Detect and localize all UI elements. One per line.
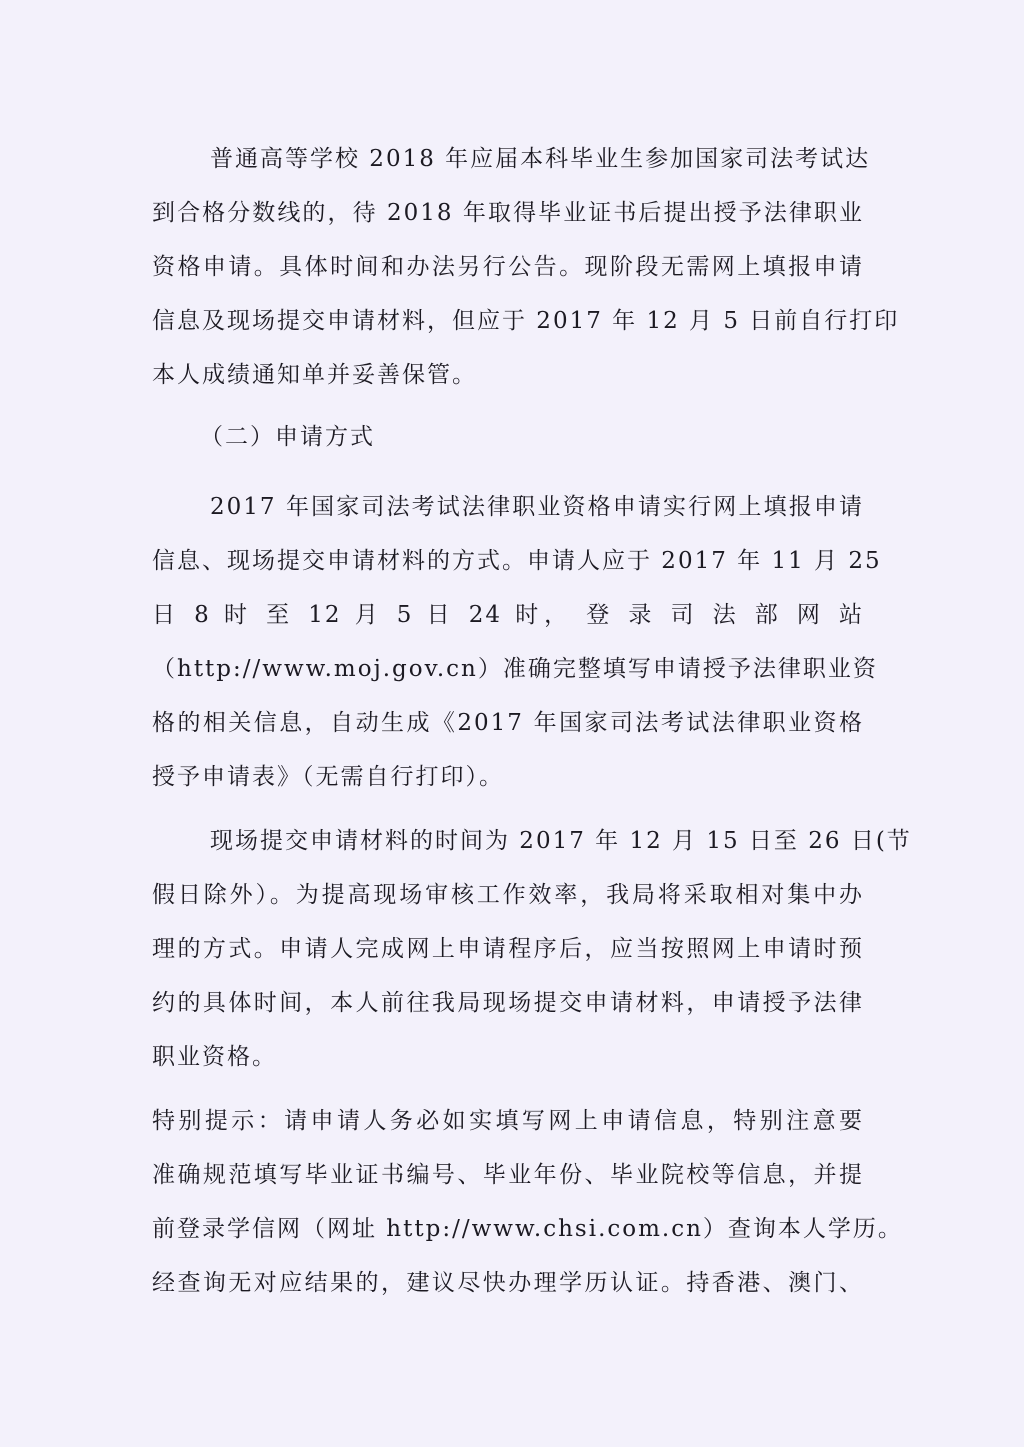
paragraph-3-line-1: 现场提交申请材料的时间为 2017 年 12 月 15 日至 26 日(节: [210, 828, 912, 854]
paragraph-1-line-2: 到合格分数线的，待 2018 年取得毕业证书后提出授予法律职业: [152, 200, 864, 226]
paragraph-1-line-1: 普通高等学校 2018 年应届本科毕业生参加国家司法考试达: [210, 146, 871, 172]
paragraph-4-line-1: 特别提示：请申请人务必如实填写网上申请信息，特别注意要: [152, 1108, 864, 1134]
paragraph-2-line-2: 信息、现场提交申请材料的方式。申请人应于 2017 年 11 月 25: [152, 548, 882, 574]
paragraph-1-line-3: 资格申请。具体时间和办法另行公告。现阶段无需网上填报申请: [152, 254, 864, 280]
paragraph-2-line-5: 格的相关信息，自动生成《2017 年国家司法考试法律职业资格: [152, 710, 864, 736]
paragraph-2-line-4: （http://www.moj.gov.cn）准确完整填写申请授予法律职业资: [152, 656, 878, 682]
paragraph-2-line-3: 日 8 时 至 12 月 5 日 24 时， 登 录 司 法 部 网 站: [152, 602, 864, 628]
paragraph-3-line-2: 假日除外）。为提高现场审核工作效率，我局将采取相对集中办: [152, 882, 864, 908]
section-heading: （二）申请方式: [200, 424, 375, 450]
paragraph-3-line-4: 约的具体时间，本人前往我局现场提交申请材料，申请授予法律: [152, 990, 864, 1016]
paragraph-2-line-1: 2017 年国家司法考试法律职业资格申请实行网上填报申请: [210, 494, 864, 520]
paragraph-2-line-6: 授予申请表》（无需自行打印）。: [152, 764, 504, 790]
paragraph-4-line-4: 经查询无对应结果的，建议尽快办理学历认证。持香港、澳门、: [152, 1270, 864, 1296]
paragraph-4-line-2: 准确规范填写毕业证书编号、毕业年份、毕业院校等信息，并提: [152, 1162, 864, 1188]
paragraph-4-line-3: 前登录学信网（网址 http://www.chsi.com.cn）查询本人学历。: [152, 1216, 903, 1242]
paragraph-1-line-4: 信息及现场提交申请材料，但应于 2017 年 12 月 5 日前自行打印: [152, 308, 900, 334]
paragraph-3-line-3: 理的方式。申请人完成网上申请程序后，应当按照网上申请时预: [152, 936, 864, 962]
paragraph-3-line-5: 职业资格。: [152, 1044, 277, 1070]
paragraph-1-line-5: 本人成绩通知单并妥善保管。: [152, 362, 477, 388]
